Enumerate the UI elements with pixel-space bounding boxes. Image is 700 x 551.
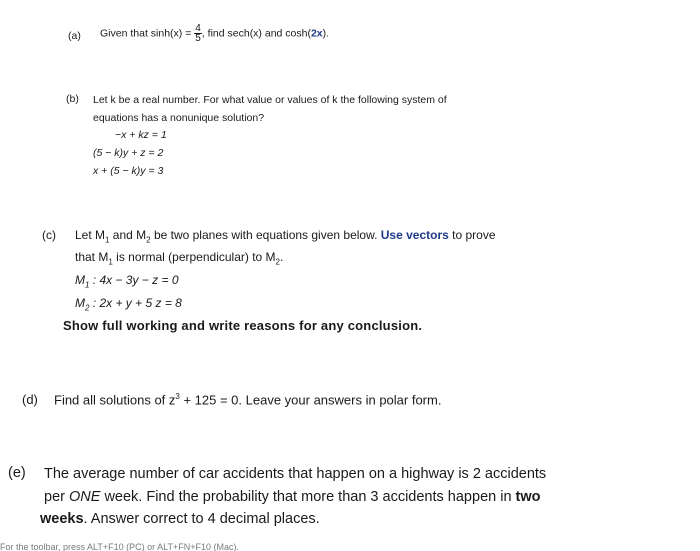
plane-m1-name: M — [75, 273, 85, 287]
toolbar-hint — [0, 540, 700, 551]
subscript: 2 — [85, 303, 90, 313]
part-b-label: (b) — [66, 93, 79, 105]
plane-m1-expression: : 4x − 3y − z = 0 — [89, 273, 179, 287]
part-c-line-1 — [75, 228, 496, 244]
subscript: 1 — [108, 257, 113, 267]
part-b-equation-3: x + (5 − k)y = 3 — [93, 165, 164, 177]
part-e-weeks-emphasis: weeks — [40, 511, 84, 527]
part-a-question — [100, 24, 329, 43]
plane-m1-equation — [75, 273, 179, 289]
part-d-question — [54, 392, 441, 407]
toolbar-hint-text: For the toolbar, press ALT+F10 (PC) or ALT+FN+F10 (Mac). — [0, 542, 240, 551]
part-e-text-answer: . Answer correct to 4 decimal places. — [83, 511, 320, 527]
part-c-text-end: . — [280, 250, 284, 264]
part-b-line-1: Let k be a real number. For what value or values of k the following system of — [93, 94, 447, 106]
part-e-line-1: The average number of car accidents that happen on a highway is 2 accidents — [44, 466, 547, 482]
subscript: 2 — [275, 257, 280, 267]
plane-m2-equation — [75, 296, 182, 312]
part-e-one-emphasis: ONE — [69, 489, 101, 505]
subscript: 1 — [105, 235, 110, 245]
part-c-line-2 — [75, 250, 283, 266]
subscript: 2 — [146, 235, 151, 245]
part-b-line-2: equations has a nonunique solution? — [93, 112, 265, 124]
fraction — [194, 24, 202, 43]
part-a-label: (a) — [68, 30, 81, 42]
part-c-label: (c) — [42, 228, 56, 242]
part-a-text-1: Given that sinh(x) = — [100, 27, 192, 40]
plane-m2-expression: : 2x + y + 5 z = 8 — [89, 296, 182, 310]
part-d-text-1: Find all solutions of z — [54, 392, 176, 408]
part-e-two-emphasis: two — [515, 489, 541, 505]
part-c-text-normal: is normal (perpendicular) to M — [112, 250, 276, 264]
part-d-label: (d) — [22, 392, 38, 407]
part-e-line-2 — [44, 489, 541, 505]
part-e-text-per: per — [44, 489, 69, 505]
fraction-denominator: 5 — [195, 33, 201, 44]
part-a-text-2: , find sech(x) and cosh( — [201, 27, 311, 40]
part-a-text-3: ). — [322, 27, 330, 40]
part-b-equation-1: −x + kz = 1 — [115, 129, 167, 141]
part-e-label: (e) — [8, 465, 26, 481]
part-c-text-let: Let M — [75, 228, 106, 242]
part-e-text-probability: week. Find the probability that more than 3 accidents happen in — [100, 489, 516, 505]
plane-m2-name: M — [75, 296, 85, 310]
part-c-text-and: and M — [109, 228, 147, 242]
part-a-2x: 2x — [310, 27, 323, 40]
part-e-line-3 — [40, 511, 320, 527]
subscript: 1 — [85, 280, 90, 290]
part-c-text-that: that M — [75, 250, 109, 264]
part-c-text-prove: to prove — [448, 228, 496, 242]
use-vectors-emphasis: Use vectors — [380, 228, 449, 242]
superscript: 3 — [175, 392, 180, 401]
part-d-text-2: + 125 = 0. Leave your answers in polar form. — [179, 392, 442, 408]
part-b-equation-2: (5 − k)y + z = 2 — [93, 147, 164, 159]
fraction-numerator: 4 — [195, 23, 201, 34]
part-c-conclusion: Show full working and write reasons for any conclusion. — [63, 318, 423, 333]
part-c-text-planes: be two planes with equations given below. — [150, 228, 381, 242]
